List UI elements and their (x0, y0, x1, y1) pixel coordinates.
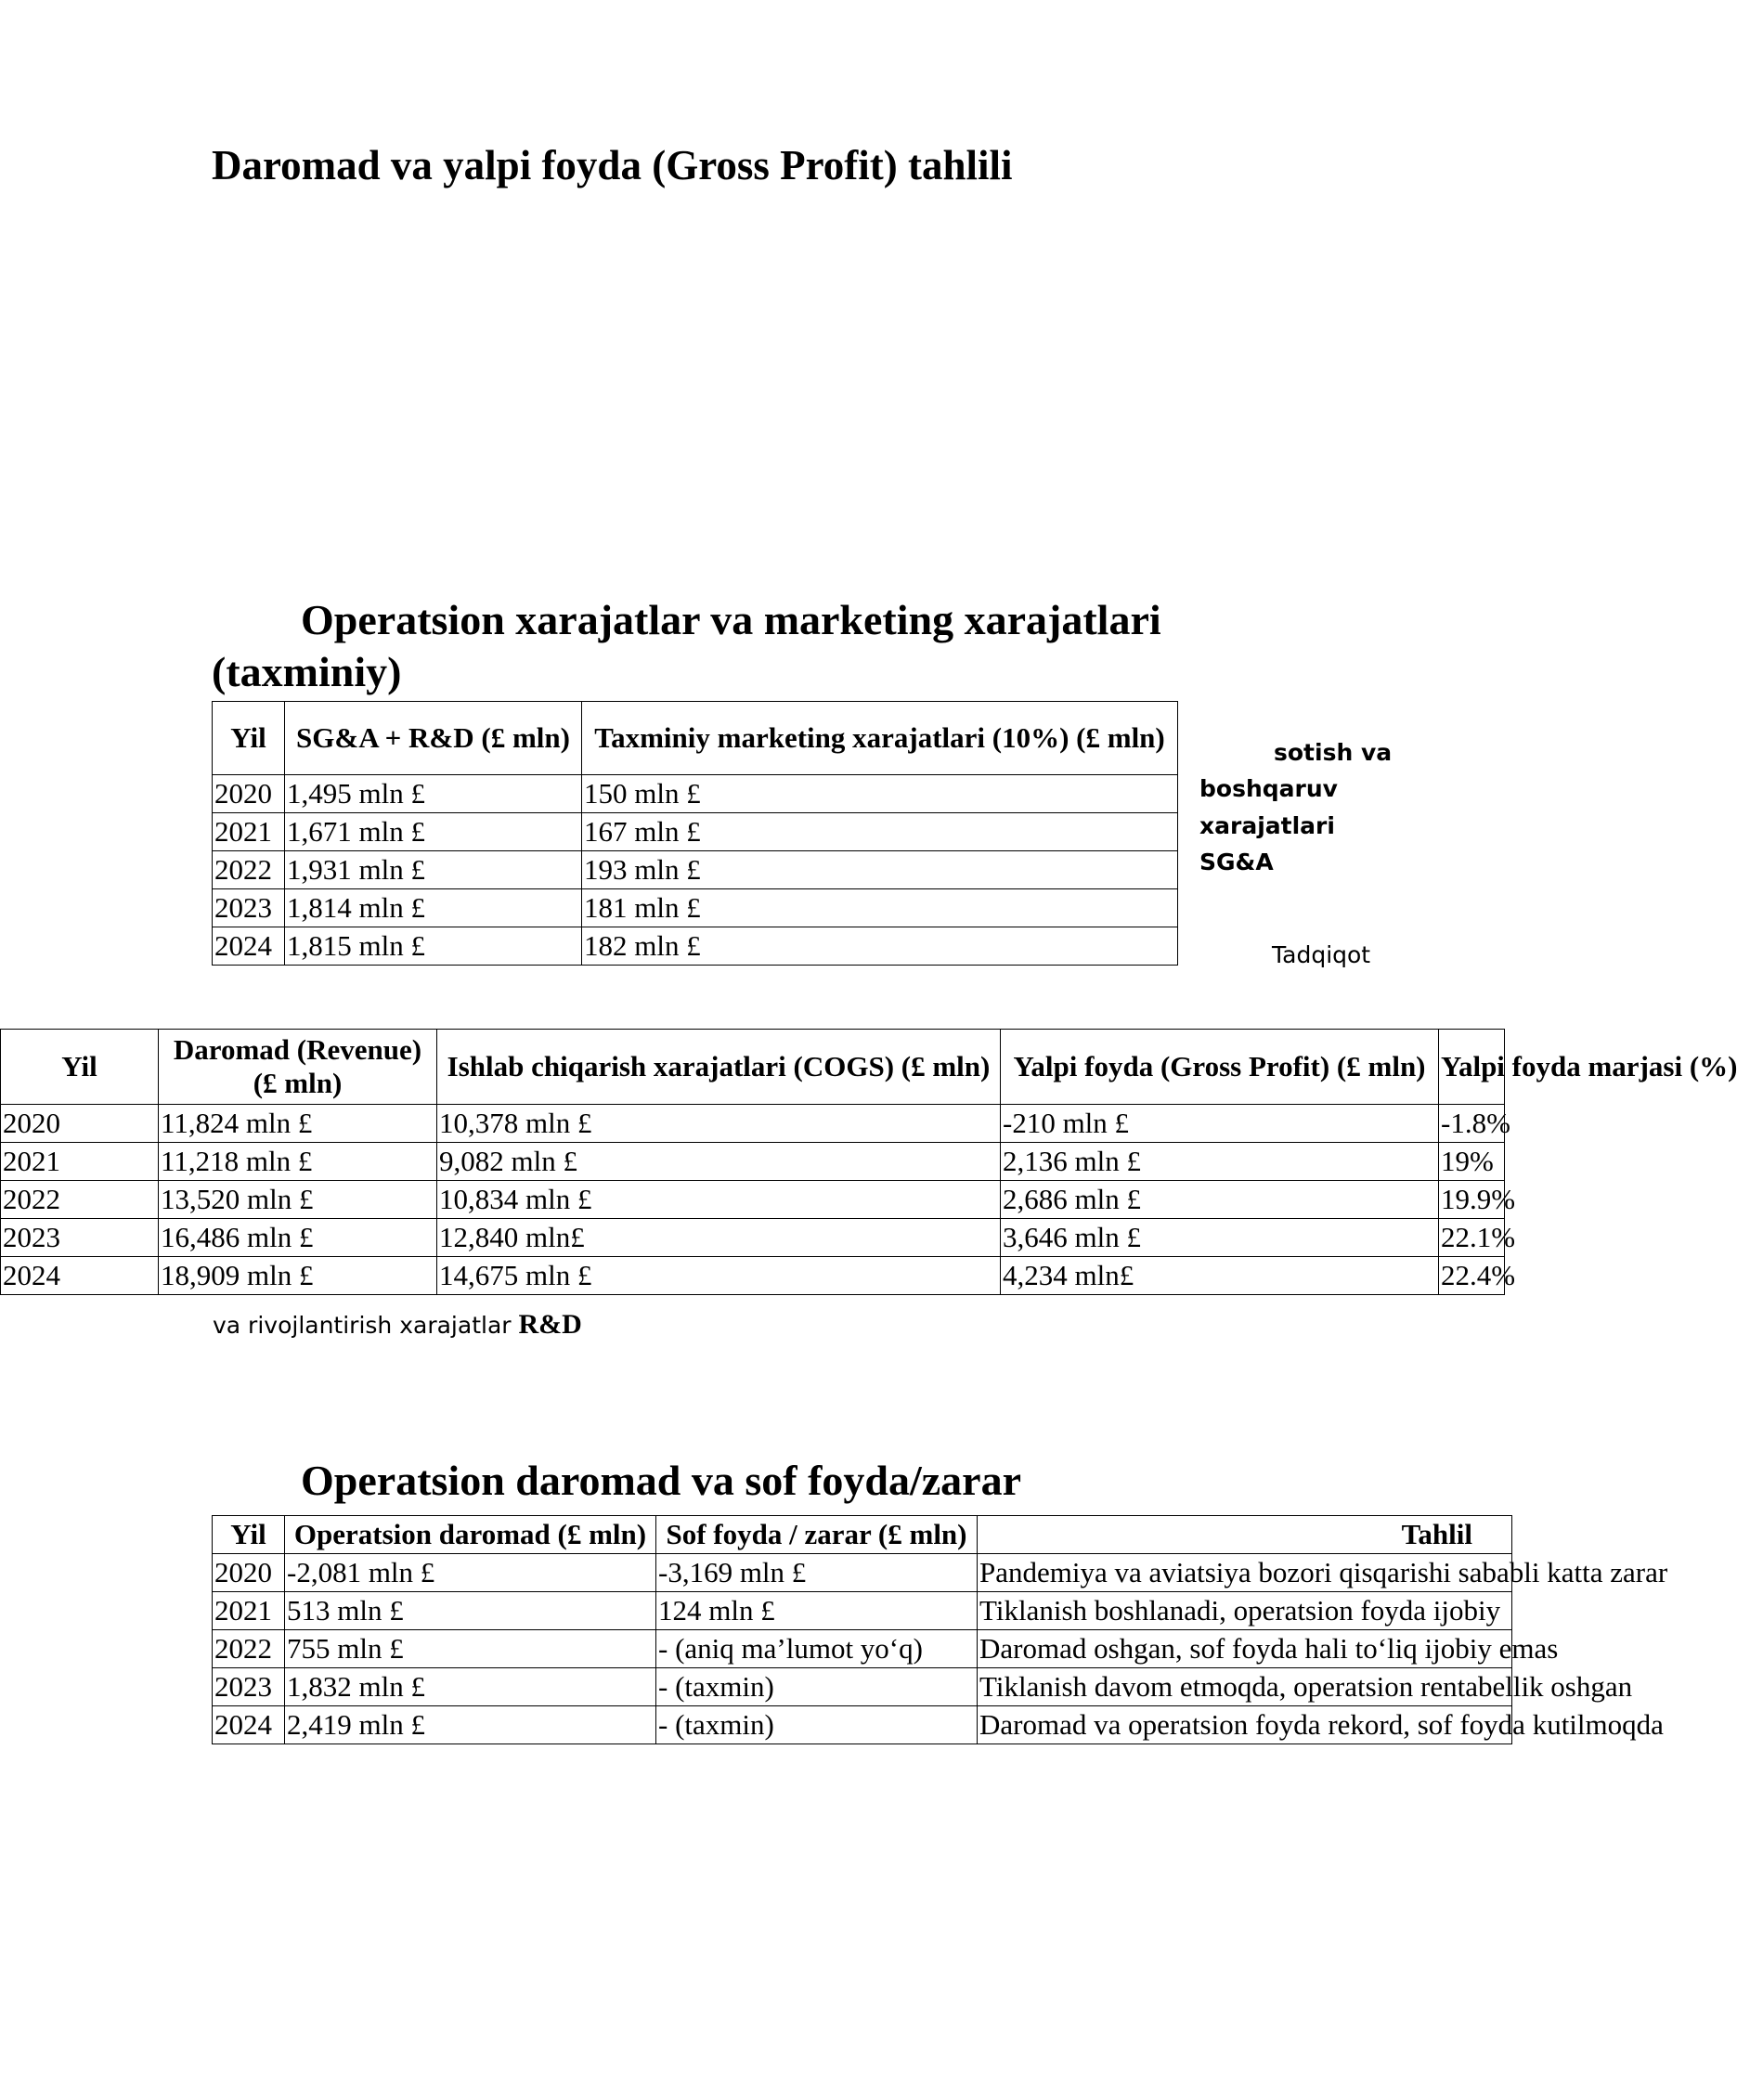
table-row (213, 927, 1178, 966)
table-row (1, 1257, 1505, 1295)
cell-analysis: Tiklanish davom etmoqda, operatsion rentabellik oshgan (978, 1668, 1512, 1706)
table-row (213, 1554, 1512, 1592)
table-header-row (213, 1516, 1512, 1554)
cell-year: 2020 (213, 1554, 285, 1592)
cell-year: 2021 (1, 1143, 159, 1181)
section-title-operating-expenses: Operatsion xarajatlar va marketing xarajatlari (taxminiy) (212, 596, 1161, 695)
cell-revenue: 11,218 mln £ (159, 1143, 437, 1181)
cell-gross-margin: -1.8% (1439, 1105, 1505, 1143)
header-year: Yil (213, 702, 285, 775)
header-gross-margin: Yalpi foyda marjasi (%) (1439, 1030, 1505, 1105)
header-operating-income: Operatsion daromad (£ mln) (285, 1516, 656, 1554)
cell-year: 2022 (213, 851, 285, 889)
cell-marketing: 150 mln £ (582, 775, 1178, 813)
cell-sga-rnd: 1,671 mln £ (285, 813, 582, 851)
cell-revenue: 16,486 mln £ (159, 1219, 437, 1257)
table-row (1, 1143, 1505, 1181)
cell-year: 2024 (213, 1706, 285, 1744)
cell-operating-income: 513 mln £ (285, 1592, 656, 1630)
table-header-row (213, 702, 1178, 775)
header-analysis: Tahlil (978, 1516, 1512, 1554)
cell-year: 2024 (213, 927, 285, 966)
table-row (213, 1630, 1512, 1668)
cell-gross-margin: 19% (1439, 1143, 1505, 1181)
cell-analysis: Daromad va operatsion foyda rekord, sof foyda kutilmoqda (978, 1706, 1512, 1744)
cell-cogs: 10,378 mln £ (437, 1105, 1001, 1143)
cell-year: 2021 (213, 1592, 285, 1630)
cell-year: 2024 (1, 1257, 159, 1295)
section-title-operating-income: Operatsion daromad va sof foyda/zarar (301, 1457, 1022, 1504)
cell-operating-income: 755 mln £ (285, 1630, 656, 1668)
header-net-income: Sof foyda / zarar (£ mln) (656, 1516, 978, 1554)
rnd-note-text: va rivojlantirish xarajatlar (213, 1312, 512, 1339)
table-row (213, 775, 1178, 813)
cell-cogs: 14,675 mln £ (437, 1257, 1001, 1295)
rnd-note (213, 1309, 582, 1341)
cell-cogs: 9,082 mln £ (437, 1143, 1001, 1181)
cell-revenue: 18,909 mln £ (159, 1257, 437, 1295)
cell-year: 2020 (213, 775, 285, 813)
side-note-line: xarajatlari (1199, 812, 1335, 839)
header-revenue: Daromad (Revenue) (£ mln) (159, 1030, 437, 1105)
header-cogs: Ishlab chiqarish xarajatlari (COGS) (£ mln) (437, 1030, 1001, 1105)
table-row (213, 1668, 1512, 1706)
table-row (213, 1592, 1512, 1630)
cell-year: 2023 (213, 1668, 285, 1706)
table-row (1, 1181, 1505, 1219)
cell-analysis: Daromad oshgan, sof foyda hali to‘liq ijobiy emas (978, 1630, 1512, 1668)
cell-marketing: 181 mln £ (582, 889, 1178, 927)
cell-revenue: 11,824 mln £ (159, 1105, 437, 1143)
cell-net-income: - (taxmin) (656, 1668, 978, 1706)
table-row (213, 813, 1178, 851)
cell-gross-margin: 22.4% (1439, 1257, 1505, 1295)
cell-year: 2021 (213, 813, 285, 851)
cell-gross-profit: 3,646 mln £ (1001, 1219, 1439, 1257)
table-row (213, 851, 1178, 889)
cell-year: 2023 (213, 889, 285, 927)
cell-marketing: 167 mln £ (582, 813, 1178, 851)
cell-operating-income: 2,419 mln £ (285, 1706, 656, 1744)
operating-income-table (212, 1515, 1668, 1744)
cell-gross-profit: 2,136 mln £ (1001, 1143, 1439, 1181)
cell-revenue: 13,520 mln £ (159, 1181, 437, 1219)
header-sga-rnd: SG&A + R&D (£ mln) (285, 702, 582, 775)
side-note-line: boshqaruv (1199, 775, 1338, 802)
cell-gross-margin: 19.9% (1439, 1181, 1505, 1219)
table-header-row (1, 1030, 1505, 1105)
cell-net-income: -3,169 mln £ (656, 1554, 978, 1592)
cell-gross-profit: 4,234 mln£ (1001, 1257, 1439, 1295)
cell-operating-income: -2,081 mln £ (285, 1554, 656, 1592)
cell-year: 2020 (1, 1105, 159, 1143)
side-note-tadqiqot: Tadqiqot (1272, 941, 1371, 968)
cell-net-income: 124 mln £ (656, 1592, 978, 1630)
header-year: Yil (1, 1030, 159, 1105)
side-note-line: SG&A (1199, 849, 1274, 875)
cell-operating-income: 1,832 mln £ (285, 1668, 656, 1706)
cell-sga-rnd: 1,814 mln £ (285, 889, 582, 927)
revenue-gross-profit-table (0, 1029, 1737, 1295)
table-row (1, 1105, 1505, 1143)
side-note-line: sotish va (1274, 739, 1393, 766)
cell-sga-rnd: 1,495 mln £ (285, 775, 582, 813)
cell-analysis: Tiklanish boshlanadi, operatsion foyda ijobiy (978, 1592, 1512, 1630)
cell-marketing: 182 mln £ (582, 927, 1178, 966)
header-gross-profit: Yalpi foyda (Gross Profit) (£ mln) (1001, 1030, 1439, 1105)
cell-net-income: - (aniq ma’lumot yo‘q) (656, 1630, 978, 1668)
table-row (213, 889, 1178, 927)
cell-sga-rnd: 1,931 mln £ (285, 851, 582, 889)
operating-expenses-table (212, 701, 1178, 966)
cell-cogs: 10,834 mln £ (437, 1181, 1001, 1219)
cell-gross-profit: -210 mln £ (1001, 1105, 1439, 1143)
page-title: Daromad va yalpi foyda (Gross Profit) tahlili (212, 142, 1013, 188)
table-row (1, 1219, 1505, 1257)
cell-net-income: - (taxmin) (656, 1706, 978, 1744)
header-marketing: Taxminiy marketing xarajatlari (10%) (£ mln) (582, 702, 1178, 775)
cell-marketing: 193 mln £ (582, 851, 1178, 889)
table-row (213, 1706, 1512, 1744)
cell-cogs: 12,840 mln£ (437, 1219, 1001, 1257)
cell-gross-margin: 22.1% (1439, 1219, 1505, 1257)
cell-year: 2023 (1, 1219, 159, 1257)
header-year: Yil (213, 1516, 285, 1554)
cell-gross-profit: 2,686 mln £ (1001, 1181, 1439, 1219)
cell-analysis: Pandemiya va aviatsiya bozori qisqarishi sababli katta zarar (978, 1554, 1512, 1592)
cell-year: 2022 (1, 1181, 159, 1219)
cell-sga-rnd: 1,815 mln £ (285, 927, 582, 966)
rnd-note-bold: R&D (518, 1309, 582, 1340)
cell-year: 2022 (213, 1630, 285, 1668)
